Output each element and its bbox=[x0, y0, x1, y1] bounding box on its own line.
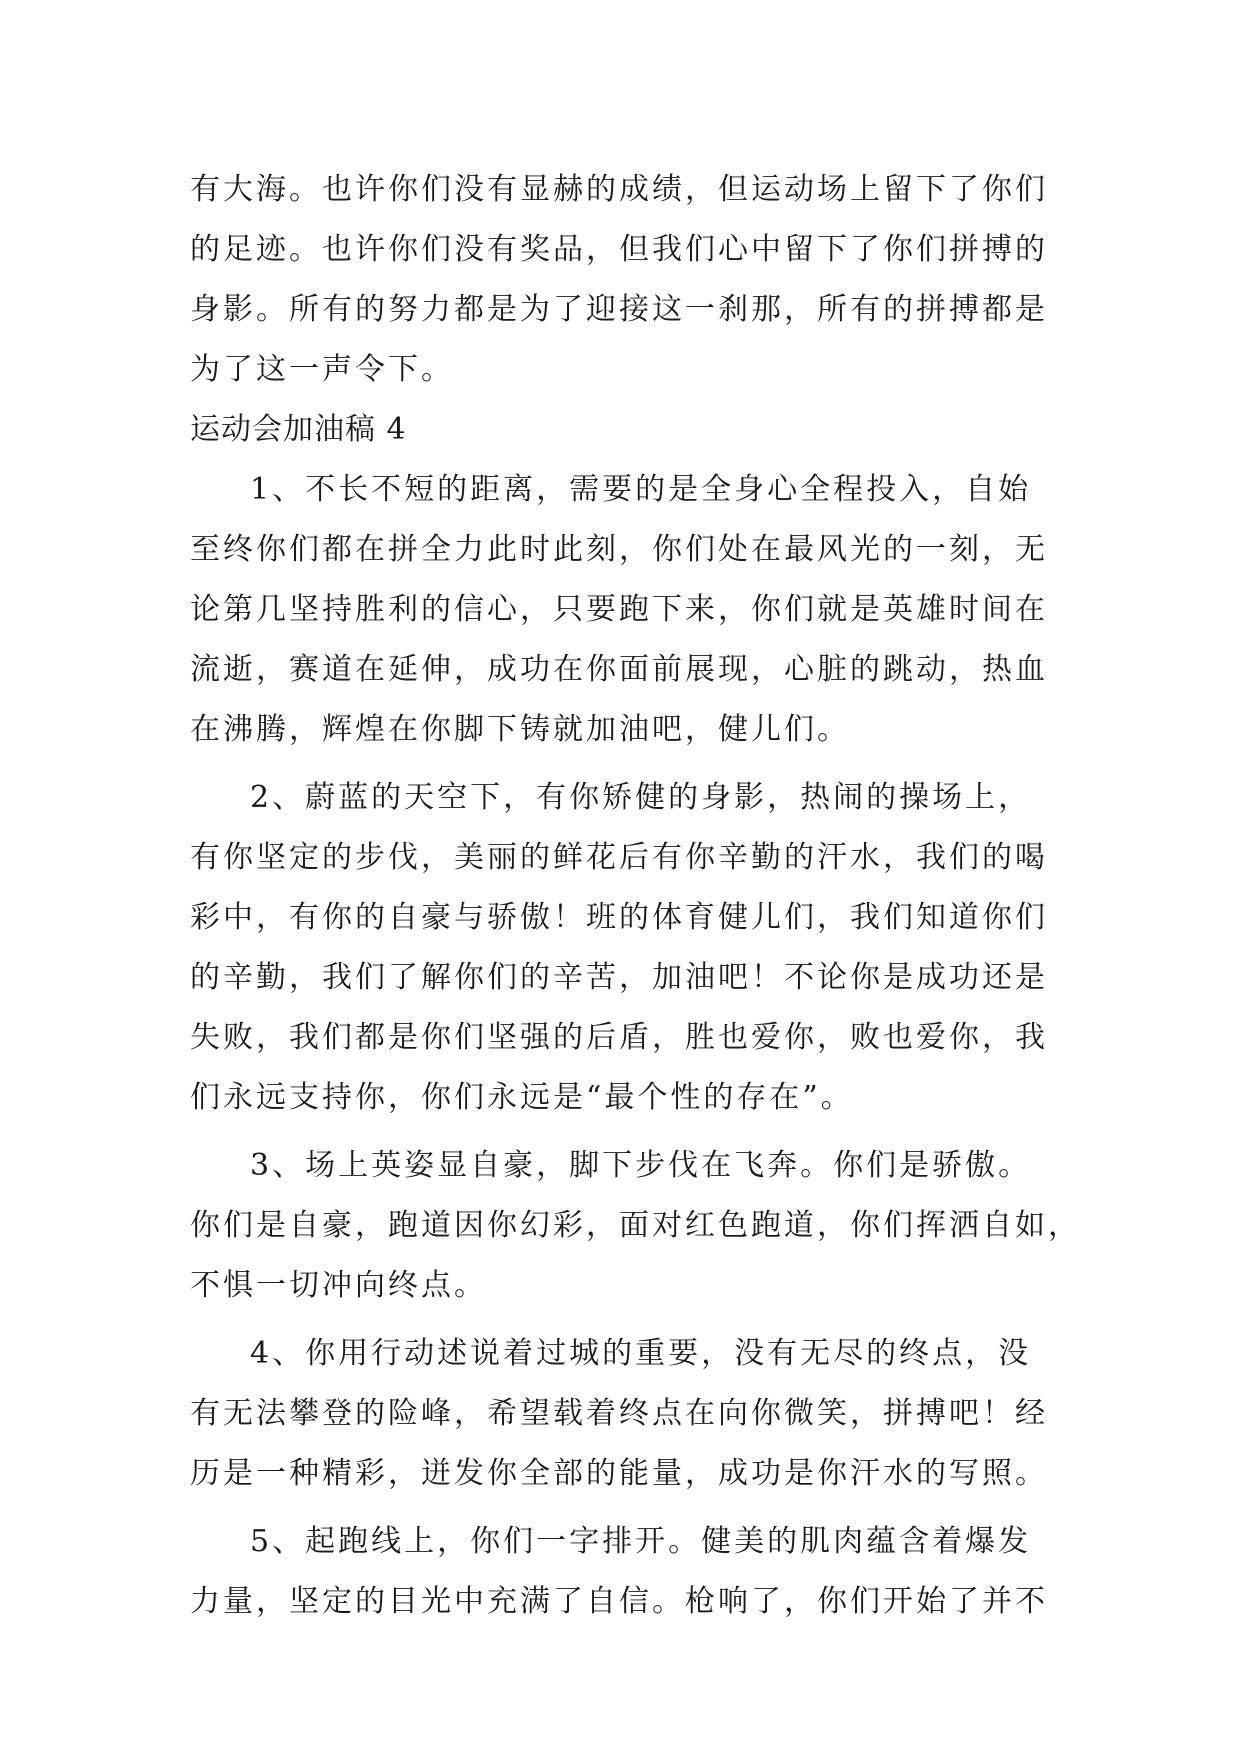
paragraph-2-line: 的辛勤，我们了解你们的辛苦，加油吧！不论你是成功还是 bbox=[190, 960, 1048, 995]
paragraph-2-line: 2、蔚蓝的天空下，有你矫健的身影，热闹的操场上， bbox=[250, 780, 1032, 815]
paragraph-1-line: 在沸腾，辉煌在你脚下铸就加油吧，健儿们。 bbox=[190, 712, 850, 747]
document-body bbox=[190, 160, 1081, 1632]
paragraph-2-line: 们永远支持你，你们永远是“最个性的存在”。 bbox=[190, 1080, 854, 1115]
paragraph-spacer bbox=[190, 1128, 1060, 1136]
paragraph-4-line: 4、你用行动述说着过城的重要，没有无尽的终点，没 bbox=[250, 1336, 1032, 1371]
paragraph-3-line: 3、场上英姿显自豪，脚下步伐在飞奔。你们是骄傲。 bbox=[250, 1148, 1032, 1183]
paragraph-2-line: 有你坚定的步伐，美丽的鲜花后有你辛勤的汗水，我们的喝 bbox=[190, 840, 1048, 875]
paragraph-1-line: 流逝，赛道在延伸，成功在你面前展现，心脏的跳动，热血 bbox=[190, 652, 1048, 687]
intro-line: 为了这一声令下。 bbox=[190, 352, 454, 387]
intro-line: 有大海。也许你们没有显赫的成绩，但运动场上留下了你们 bbox=[190, 172, 1048, 207]
paragraph-3-line: 你们是自豪，跑道因你幻彩，面对红色跑道，你们挥洒自如， bbox=[190, 1208, 1081, 1243]
intro-line: 身影。所有的努力都是为了迎接这一刹那，所有的拼搏都是 bbox=[190, 292, 1048, 327]
paragraph-spacer bbox=[190, 1316, 1060, 1324]
paragraph-5-line: 力量，坚定的目光中充满了自信。枪响了，你们开始了并不 bbox=[190, 1584, 1048, 1619]
paragraph-4-line: 有无法攀登的险峰，希望载着终点在向你微笑，拼搏吧！经 bbox=[190, 1396, 1048, 1431]
paragraph-spacer bbox=[190, 760, 1060, 768]
paragraph-1-line: 论第几坚持胜利的信心，只要跑下来，你们就是英雄时间在 bbox=[190, 592, 1048, 627]
paragraph-spacer bbox=[190, 1504, 1060, 1512]
paragraph-1-line: 1、不长不短的距离，需要的是全身心全程投入，自始 bbox=[250, 472, 1032, 507]
paragraph-1-line: 至终你们都在拼全力此时此刻，你们处在最风光的一刻，无 bbox=[190, 532, 1048, 567]
paragraph-4-line: 历是一种精彩，迸发你全部的能量，成功是你汗水的写照。 bbox=[190, 1456, 1048, 1491]
paragraph-2-line: 彩中，有你的自豪与骄傲！班的体育健儿们，我们知道你们 bbox=[190, 900, 1048, 935]
paragraph-3-line: 不惧一切冲向终点。 bbox=[190, 1268, 487, 1303]
section-heading: 运动会加油稿 4 bbox=[190, 412, 407, 447]
intro-line: 的足迹。也许你们没有奖品，但我们心中留下了你们拼搏的 bbox=[190, 232, 1048, 267]
paragraph-2-line: 失败，我们都是你们坚强的后盾，胜也爱你，败也爱你，我 bbox=[190, 1020, 1048, 1055]
paragraph-5-line: 5、起跑线上，你们一字排开。健美的肌肉蕴含着爆发 bbox=[250, 1524, 1032, 1559]
